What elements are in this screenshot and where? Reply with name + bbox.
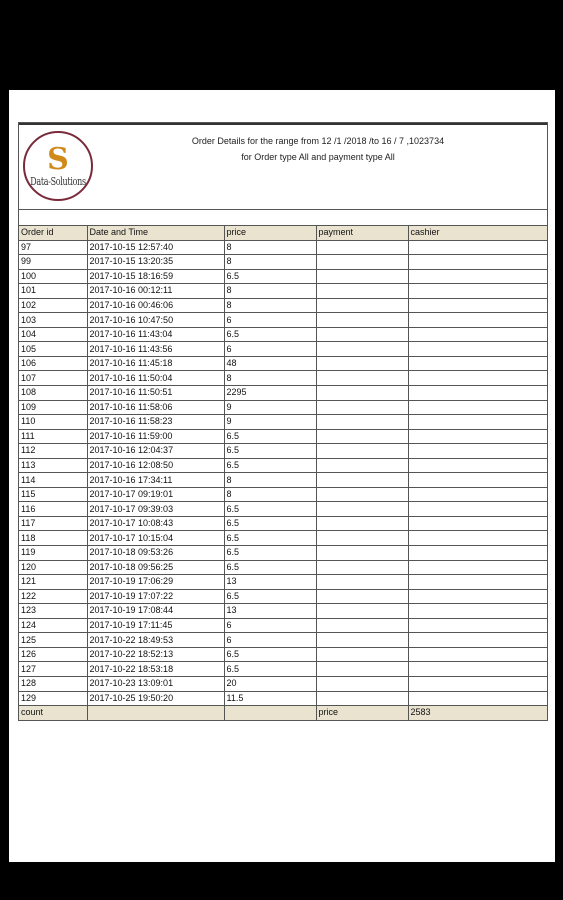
payment-cell xyxy=(316,676,408,691)
date-time-cell: 2017-10-15 12:57:40 xyxy=(87,240,224,255)
order-id-cell: 118 xyxy=(19,531,87,546)
date-time-cell: 2017-10-16 00:46:06 xyxy=(87,298,224,313)
date-time-cell: Date and Time xyxy=(87,226,224,240)
payment-cell xyxy=(316,546,408,561)
cashier-cell xyxy=(408,313,547,328)
report-title: Order Details for the range from 12 /1 /2018 /to 16 / 7 ,1023734 xyxy=(191,136,445,146)
table-row xyxy=(19,342,547,357)
date-time-cell: 2017-10-16 10:47:50 xyxy=(87,313,224,328)
table-row xyxy=(19,487,547,502)
cashier-cell xyxy=(408,473,547,488)
cashier-cell xyxy=(408,589,547,604)
price-cell: 8 xyxy=(224,473,316,488)
order-id-cell: 115 xyxy=(19,487,87,502)
document-page xyxy=(9,90,555,862)
payment-cell xyxy=(316,342,408,357)
table-row xyxy=(19,604,547,619)
payment-cell xyxy=(316,255,408,270)
order-id-cell: 99 xyxy=(19,255,87,270)
table-row xyxy=(19,458,547,473)
price-cell: 8 xyxy=(224,298,316,313)
cashier-cell xyxy=(408,327,547,342)
order-id-cell: 127 xyxy=(19,662,87,677)
price-cell: 8 xyxy=(224,284,316,299)
payment-cell xyxy=(316,589,408,604)
order-id-cell: 117 xyxy=(19,516,87,531)
payment-cell xyxy=(316,429,408,444)
price-cell: 13 xyxy=(224,604,316,619)
date-time-cell: 2017-10-16 12:04:37 xyxy=(87,444,224,459)
order-id-cell: 104 xyxy=(19,327,87,342)
date-time-cell: 2017-10-16 11:58:23 xyxy=(87,415,224,430)
price-cell xyxy=(224,706,316,720)
price-cell: 20 xyxy=(224,676,316,691)
cashier-cell: 2583 xyxy=(408,706,547,720)
cashier-cell xyxy=(408,444,547,459)
payment-cell xyxy=(316,313,408,328)
date-time-cell: 2017-10-22 18:53:18 xyxy=(87,662,224,677)
price-cell: 6.5 xyxy=(224,269,316,284)
payment-cell xyxy=(316,575,408,590)
date-time-cell: 2017-10-16 11:43:04 xyxy=(87,327,224,342)
date-time-cell: 2017-10-18 09:53:26 xyxy=(87,546,224,561)
spacer-row xyxy=(19,210,547,226)
payment-cell xyxy=(316,386,408,401)
orders-table xyxy=(19,226,547,720)
price-cell: 6.5 xyxy=(224,502,316,517)
cashier-cell xyxy=(408,531,547,546)
logo-letter: S xyxy=(47,141,69,177)
order-id-cell: 97 xyxy=(19,240,87,255)
order-id-cell: 124 xyxy=(19,618,87,633)
table-header-row xyxy=(19,226,547,240)
payment-cell xyxy=(316,298,408,313)
order-id-cell: 123 xyxy=(19,604,87,619)
order-id-cell: 107 xyxy=(19,371,87,386)
table-row xyxy=(19,691,547,706)
cashier-cell xyxy=(408,647,547,662)
payment-cell xyxy=(316,444,408,459)
cashier-cell xyxy=(408,604,547,619)
table-row xyxy=(19,502,547,517)
cashier-cell xyxy=(408,371,547,386)
date-time-cell: 2017-10-15 18:16:59 xyxy=(87,269,224,284)
table-row xyxy=(19,356,547,371)
payment-cell xyxy=(316,662,408,677)
table-row xyxy=(19,676,547,691)
cashier-cell xyxy=(408,255,547,270)
date-time-cell: 2017-10-19 17:07:22 xyxy=(87,589,224,604)
price-cell: 6.5 xyxy=(224,327,316,342)
table-footer-row xyxy=(19,706,547,720)
payment-cell xyxy=(316,633,408,648)
price-cell: 6.5 xyxy=(224,589,316,604)
price-cell: 6.5 xyxy=(224,560,316,575)
payment-cell xyxy=(316,487,408,502)
date-time-cell: 2017-10-16 11:58:06 xyxy=(87,400,224,415)
table-row xyxy=(19,647,547,662)
cashier-cell xyxy=(408,516,547,531)
payment-cell xyxy=(316,240,408,255)
report-subtitle: for Order type All and payment type All xyxy=(241,152,395,162)
order-id-cell: 122 xyxy=(19,589,87,604)
price-cell: 8 xyxy=(224,255,316,270)
cashier-cell: cashier xyxy=(408,226,547,240)
date-time-cell: 2017-10-19 17:11:45 xyxy=(87,618,224,633)
cashier-cell xyxy=(408,400,547,415)
cashier-cell xyxy=(408,575,547,590)
payment-cell xyxy=(316,284,408,299)
payment-cell xyxy=(316,516,408,531)
table-row xyxy=(19,255,547,270)
date-time-cell xyxy=(87,706,224,720)
cashier-cell xyxy=(408,356,547,371)
price-cell: 2295 xyxy=(224,386,316,401)
order-id-cell: 128 xyxy=(19,676,87,691)
order-id-cell: 112 xyxy=(19,444,87,459)
table-row xyxy=(19,546,547,561)
table-row xyxy=(19,313,547,328)
payment-cell xyxy=(316,400,408,415)
cashier-cell xyxy=(408,487,547,502)
cashier-cell xyxy=(408,415,547,430)
order-id-cell: 113 xyxy=(19,458,87,473)
payment-cell xyxy=(316,356,408,371)
price-cell: 6.5 xyxy=(224,546,316,561)
cashier-cell xyxy=(408,662,547,677)
table-row xyxy=(19,269,547,284)
table-row xyxy=(19,284,547,299)
cashier-cell xyxy=(408,386,547,401)
order-id-cell: Order id xyxy=(19,226,87,240)
cashier-cell xyxy=(408,546,547,561)
order-id-cell: 100 xyxy=(19,269,87,284)
table-row xyxy=(19,415,547,430)
order-id-cell: 116 xyxy=(19,502,87,517)
date-time-cell: 2017-10-16 17:34:11 xyxy=(87,473,224,488)
price-cell: 6 xyxy=(224,618,316,633)
order-id-cell: 120 xyxy=(19,560,87,575)
date-time-cell: 2017-10-16 11:59:00 xyxy=(87,429,224,444)
order-id-cell: 106 xyxy=(19,356,87,371)
table-row xyxy=(19,298,547,313)
table-row xyxy=(19,575,547,590)
order-id-cell: 105 xyxy=(19,342,87,357)
date-time-cell: 2017-10-15 13:20:35 xyxy=(87,255,224,270)
order-id-cell: 111 xyxy=(19,429,87,444)
date-time-cell: 2017-10-16 11:45:18 xyxy=(87,356,224,371)
payment-cell xyxy=(316,502,408,517)
payment-cell xyxy=(316,604,408,619)
payment-cell xyxy=(316,415,408,430)
price-cell: 6.5 xyxy=(224,444,316,459)
cashier-cell xyxy=(408,502,547,517)
logo-text: Data-Solutions xyxy=(30,174,86,188)
price-cell: 6.5 xyxy=(224,458,316,473)
price-cell: 8 xyxy=(224,487,316,502)
date-time-cell: 2017-10-19 17:08:44 xyxy=(87,604,224,619)
order-id-cell: count xyxy=(19,706,87,720)
payment-cell xyxy=(316,269,408,284)
table-row xyxy=(19,618,547,633)
payment-cell xyxy=(316,691,408,706)
price-cell: 11.5 xyxy=(224,691,316,706)
date-time-cell: 2017-10-16 11:43:56 xyxy=(87,342,224,357)
table-row xyxy=(19,633,547,648)
table-row xyxy=(19,531,547,546)
price-cell: 48 xyxy=(224,356,316,371)
table-row xyxy=(19,429,547,444)
table-row xyxy=(19,560,547,575)
date-time-cell: 2017-10-17 10:08:43 xyxy=(87,516,224,531)
date-time-cell: 2017-10-16 00:12:11 xyxy=(87,284,224,299)
cashier-cell xyxy=(408,284,547,299)
date-time-cell: 2017-10-17 09:39:03 xyxy=(87,502,224,517)
payment-cell xyxy=(316,473,408,488)
price-cell: 9 xyxy=(224,400,316,415)
payment-cell xyxy=(316,618,408,633)
cashier-cell xyxy=(408,298,547,313)
payment-cell xyxy=(316,560,408,575)
payment-cell xyxy=(316,647,408,662)
order-id-cell: 101 xyxy=(19,284,87,299)
price-cell: 8 xyxy=(224,371,316,386)
date-time-cell: 2017-10-18 09:56:25 xyxy=(87,560,224,575)
table-row xyxy=(19,473,547,488)
payment-cell xyxy=(316,458,408,473)
payment-cell: price xyxy=(316,706,408,720)
price-cell: 6.5 xyxy=(224,662,316,677)
price-cell: 6 xyxy=(224,313,316,328)
price-cell: 6.5 xyxy=(224,516,316,531)
order-id-cell: 126 xyxy=(19,647,87,662)
cashier-cell xyxy=(408,691,547,706)
date-time-cell: 2017-10-16 12:08:50 xyxy=(87,458,224,473)
order-id-cell: 109 xyxy=(19,400,87,415)
payment-cell xyxy=(316,371,408,386)
order-report xyxy=(18,122,548,721)
report-header xyxy=(19,125,547,210)
table-row xyxy=(19,589,547,604)
order-id-cell: 103 xyxy=(19,313,87,328)
table-row xyxy=(19,444,547,459)
order-id-cell: 125 xyxy=(19,633,87,648)
order-id-cell: 121 xyxy=(19,575,87,590)
table-row xyxy=(19,400,547,415)
order-id-cell: 119 xyxy=(19,546,87,561)
table-row xyxy=(19,386,547,401)
price-cell: 6.5 xyxy=(224,647,316,662)
order-id-cell: 102 xyxy=(19,298,87,313)
date-time-cell: 2017-10-16 11:50:51 xyxy=(87,386,224,401)
payment-cell: payment xyxy=(316,226,408,240)
price-cell: 6 xyxy=(224,342,316,357)
date-time-cell: 2017-10-19 17:06:29 xyxy=(87,575,224,590)
table-row xyxy=(19,662,547,677)
price-cell: 13 xyxy=(224,575,316,590)
cashier-cell xyxy=(408,458,547,473)
cashier-cell xyxy=(408,240,547,255)
cashier-cell xyxy=(408,269,547,284)
cashier-cell xyxy=(408,633,547,648)
table-row xyxy=(19,516,547,531)
table-row xyxy=(19,240,547,255)
price-cell: 8 xyxy=(224,240,316,255)
order-id-cell: 108 xyxy=(19,386,87,401)
order-id-cell: 110 xyxy=(19,415,87,430)
payment-cell xyxy=(316,327,408,342)
date-time-cell: 2017-10-17 10:15:04 xyxy=(87,531,224,546)
price-cell: 9 xyxy=(224,415,316,430)
table-row xyxy=(19,327,547,342)
price-cell: 6.5 xyxy=(224,429,316,444)
payment-cell xyxy=(316,531,408,546)
cashier-cell xyxy=(408,676,547,691)
date-time-cell: 2017-10-23 13:09:01 xyxy=(87,676,224,691)
date-time-cell: 2017-10-17 09:19:01 xyxy=(87,487,224,502)
price-cell: 6.5 xyxy=(224,531,316,546)
cashier-cell xyxy=(408,618,547,633)
cashier-cell xyxy=(408,560,547,575)
order-id-cell: 129 xyxy=(19,691,87,706)
cashier-cell xyxy=(408,429,547,444)
price-cell: 6 xyxy=(224,633,316,648)
table-row xyxy=(19,371,547,386)
date-time-cell: 2017-10-25 19:50:20 xyxy=(87,691,224,706)
cashier-cell xyxy=(408,342,547,357)
date-time-cell: 2017-10-22 18:52:13 xyxy=(87,647,224,662)
date-time-cell: 2017-10-22 18:49:53 xyxy=(87,633,224,648)
order-id-cell: 114 xyxy=(19,473,87,488)
date-time-cell: 2017-10-16 11:50:04 xyxy=(87,371,224,386)
price-cell: price xyxy=(224,226,316,240)
